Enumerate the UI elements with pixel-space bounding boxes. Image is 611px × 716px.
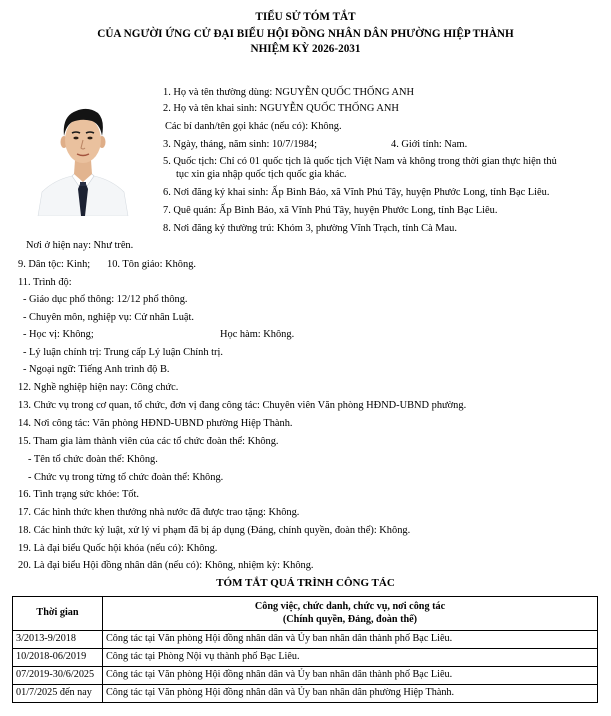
table-header-row <box>13 597 598 631</box>
field-education-heading: 11. Trình độ: <box>18 277 72 288</box>
field-political-theory: - Lý luận chính trị: Trung cấp Lý luận Chính trị. <box>23 347 223 358</box>
column-header-time: Thời gian <box>13 597 103 631</box>
field-academic-title: Học hàm: Không. <box>220 329 295 340</box>
field-nationality: 5. Quốc tịch: Chỉ có 01 quốc tịch là quốc tịch Việt Nam và không trong thời gian thực hiện thủ <box>163 156 557 167</box>
field-common-name: 1. Họ và tên thường dùng: NGUYỄN QUỐC THỐNG ANH <box>163 87 415 98</box>
portrait-illustration <box>34 96 132 216</box>
field-organization-role: - Chức vụ trong từng tổ chức đoàn thể: Không. <box>28 472 224 483</box>
doc-title: TIỂU SỬ TÓM TẮT <box>255 11 356 23</box>
table-row <box>13 685 598 703</box>
field-ethnicity: 9. Dân tộc: Kinh; <box>18 259 91 270</box>
column-header-description-line2: (Chính quyền, Đảng, đoàn thể) <box>282 613 418 625</box>
work-history-table <box>12 596 598 703</box>
row-time: 01/7/2025 đến nay <box>13 685 103 703</box>
work-history-title: TÓM TẮT QUÁ TRÌNH CÔNG TÁC <box>216 577 395 589</box>
field-occupation: 12. Nghề nghiệp hiện nay: Công chức. <box>18 382 179 393</box>
row-time: 3/2013-9/2018 <box>13 631 103 649</box>
field-specialty: - Chuyên môn, nghiệp vụ: Cử nhân Luật. <box>23 312 194 323</box>
doc-term: NHIỆM KỲ 2026-2031 <box>250 43 361 55</box>
field-hometown: 7. Quê quán: Ấp Bình Bảo, xã Vĩnh Phú Tây, huyện Phước Long, tỉnh Bạc Liêu. <box>163 205 498 216</box>
column-header-description-line1: Công việc, chức danh, chức vụ, nơi công tác <box>254 601 446 613</box>
field-organization-name: - Tên tổ chức đoàn thể: Không. <box>28 454 158 465</box>
field-gender: 4. Giới tính: Nam. <box>391 139 468 150</box>
doc-subtitle: CỦA NGƯỜI ỨNG CỬ ĐẠI BIỂU HỘI ĐỒNG NHÂN DÂN PHƯỜNG HIỆP THÀNH <box>97 28 514 40</box>
field-birth-name: 2. Họ và tên khai sinh: NGUYỄN QUỐC THỐNG ANH <box>163 103 399 114</box>
field-awards: 17. Các hình thức khen thưởng nhà nước đã được trao tặng: Không. <box>18 507 300 518</box>
field-workplace: 14. Nơi công tác: Văn phòng HĐND-UBND phường Hiệp Thành. <box>18 418 293 429</box>
table-row <box>13 649 598 667</box>
field-discipline: 18. Các hình thức kỷ luật, xử lý vi phạm đã bị áp dụng (Đảng, chính quyền, đoàn thể): Không. <box>18 525 411 536</box>
row-description: Công tác tại Phòng Nội vụ thành phố Bạc Liêu. <box>103 649 598 667</box>
field-degree: - Học vị: Không; <box>23 329 94 340</box>
portrait-photo <box>34 96 132 216</box>
field-birth-date: 3. Ngày, tháng, năm sinh: 10/7/1984; <box>163 139 318 150</box>
column-header-description <box>103 597 598 631</box>
field-permanent-residence: 8. Nơi đăng ký thường trú: Khóm 3, phường Vĩnh Trạch, tỉnh Cà Mau. <box>163 223 457 234</box>
field-peoples-council: 20. Là đại biểu Hội đồng nhân dân (nếu có): Không, nhiệm kỳ: Không. <box>18 560 314 571</box>
field-health: 16. Tình trạng sức khỏe: Tốt. <box>18 489 139 500</box>
field-general-education: - Giáo dục phổ thông: 12/12 phổ thông. <box>23 294 188 305</box>
row-description: Công tác tại Văn phòng Hội đồng nhân dân và Ủy ban nhân dân thành phố Bạc Liêu. <box>103 667 598 685</box>
field-foreign-language: - Ngoại ngữ: Tiếng Anh trình độ B. <box>23 364 170 375</box>
field-aliases: Các bí danh/tên gọi khác (nếu có): Không. <box>165 121 342 132</box>
table-row <box>13 667 598 685</box>
field-position: 13. Chức vụ trong cơ quan, tổ chức, đơn vị đang công tác: Chuyên viên Văn phòng HĐND-UBND phường. <box>18 400 467 411</box>
field-birth-registration: 6. Nơi đăng ký khai sinh: Ấp Bình Bảo, xã Vĩnh Phú Tây, huyện Phước Long, tỉnh Bạc Liêu. <box>163 187 550 198</box>
field-nationality-cont: tục xin gia nhập quốc tịch quốc gia khác. <box>176 169 347 180</box>
row-time: 07/2019-30/6/2025 <box>13 667 103 685</box>
field-national-assembly: 19. Là đại biểu Quốc hội khóa (nếu có): Không. <box>18 543 218 554</box>
row-description: Công tác tại Văn phòng Hội đồng nhân dân và Ủy ban nhân dân phường Hiệp Thành. <box>103 685 598 703</box>
row-time: 10/2018-06/2019 <box>13 649 103 667</box>
field-current-residence: Nơi ở hiện nay: Như trên. <box>26 240 134 251</box>
table-row <box>13 631 598 649</box>
row-description: Công tác tại Văn phòng Hội đồng nhân dân và Ủy ban nhân dân thành phố Bạc Liêu. <box>103 631 598 649</box>
field-religion: 10. Tôn giáo: Không. <box>107 259 196 270</box>
field-organizations: 15. Tham gia làm thành viên của các tổ chức đoàn thể: Không. <box>18 436 279 447</box>
